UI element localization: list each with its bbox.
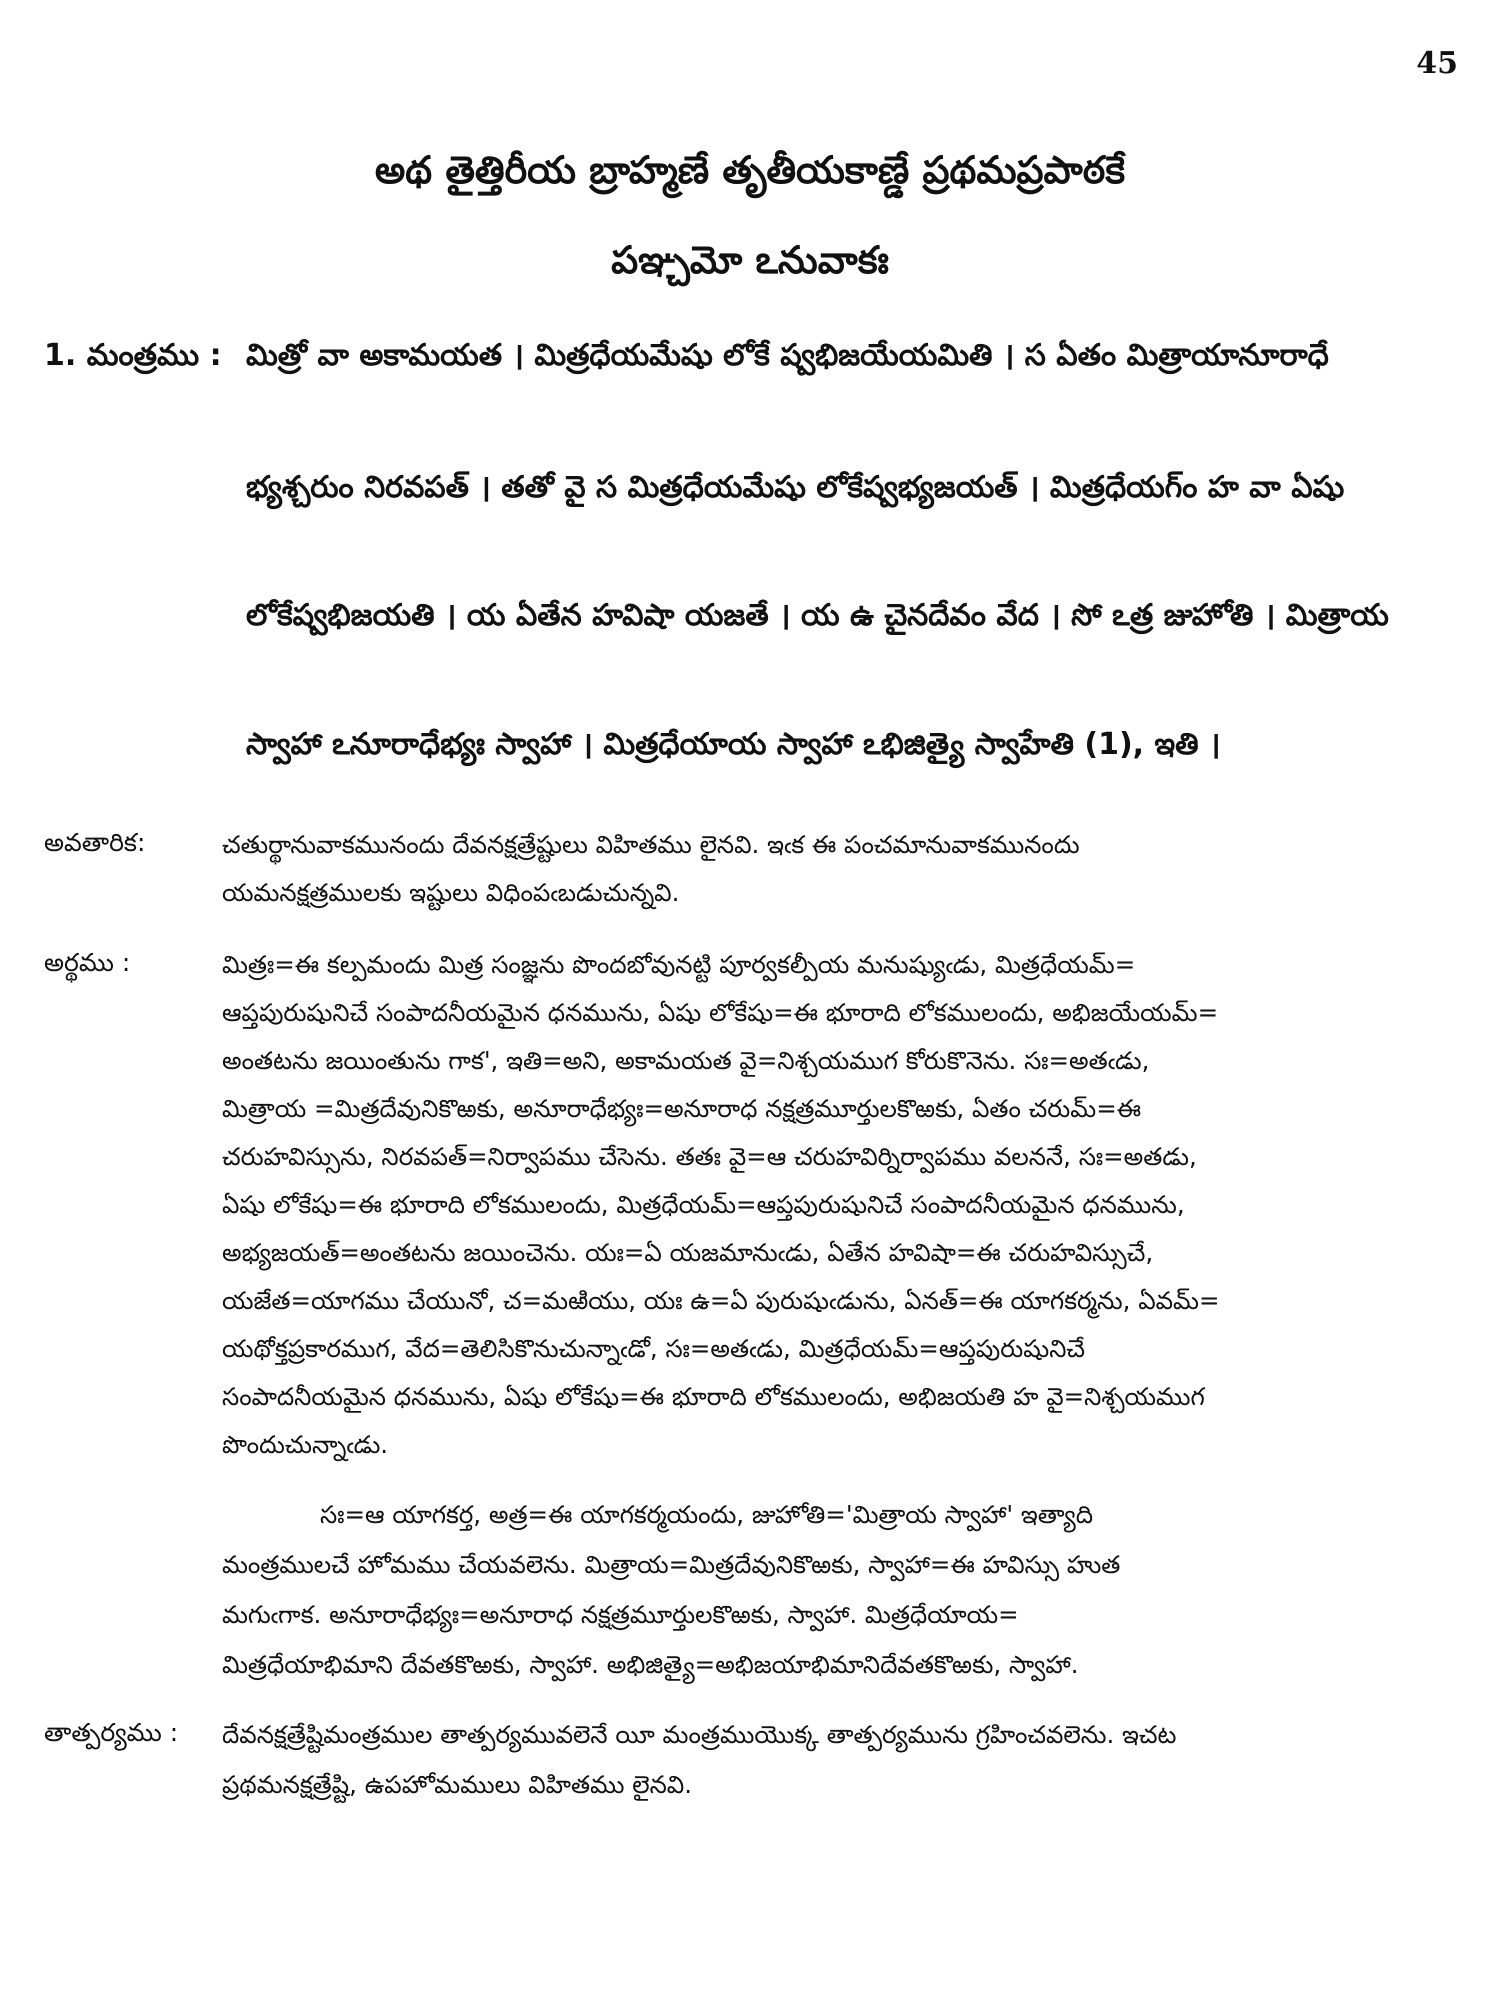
arthamu-line: అంతటను జయింతును గాక', ఇతి=అని, అకామయత వై=నిశ్చయముగ కోరుకొనెను. సః=అతఁడు, bbox=[222, 1046, 1150, 1075]
arthamu-para2-line: మగుఁగాక. అనూరాధేభ్యః=అనూరాధ నక్షత్రమూర్తులకొఱకు, స్వాహా. మిత్రధేయాయ= bbox=[222, 1600, 1019, 1629]
page-number: 45 bbox=[1416, 46, 1458, 81]
tatparyamu-label: తాత్పర్యము : bbox=[44, 1718, 179, 1747]
mantra-line: భ్యశ్చరుం నిరవపత్ । తతో వై స మిత్రధేయమేషు లోకేష్వభ్యజయత్ । మిత్రధేయగ్ం హ వా ఏషు bbox=[246, 470, 1345, 505]
avatarika-line: యమనక్షత్రములకు ఇష్టులు విధింపఁబడుచున్నవి. bbox=[222, 878, 680, 907]
arthamu-line: మిత్రాయ =మిత్రదేవునికొఱకు, అనూరాధేభ్యః=అనూరాధ నక్షత్రమూర్తులకొఱకు, ఏతం చరుమ్=ఈ bbox=[222, 1094, 1142, 1123]
mantra-line: మిత్రో వా అకామయత । మిత్రధేయమేషు లోకే ష్వభిజయేయమితి । స ఏతం మిత్రాయానూరాధే bbox=[246, 338, 1329, 373]
page-title: అథ తైత్తిరీయ బ్రాహ్మణే తృతీయకాణ్డే ప్రథమప్రపాఠకే bbox=[374, 148, 1126, 192]
arthamu-label: అర్థము : bbox=[44, 948, 131, 977]
arthamu-para2-line: సః=ఆ యాగకర్త, అత్ర=ఈ యాగకర్మయందు, జుహోతి='మిత్రాయ స్వాహా' ఇత్యాది bbox=[320, 1500, 1094, 1529]
arthamu-line: సంపాదనీయమైన ధనమును, ఏషు లోకేషు=ఈ భూరాది లోకములందు, అభిజయతి హ వై=నిశ్చయముగ bbox=[222, 1382, 1205, 1411]
page-subtitle: పఞ్చమో ఽనువాకః bbox=[611, 238, 889, 282]
arthamu-line: యథోక్తప్రకారముగ, వేద=తెలిసికొనుచున్నాఁడో, సః=అతఁడు, మిత్రధేయమ్=ఆప్తపురుషునిచే bbox=[222, 1334, 1086, 1363]
avatarika-label: అవతారిక: bbox=[44, 828, 146, 857]
arthamu-line: ఆప్తపురుషునిచే సంపాదనీయమైన ధనమును, ఏషు లోకేషు=ఈ భూరాది లోకములందు, అభిజయేయమ్= bbox=[222, 998, 1219, 1027]
mantra-line: లోకేష్వభిజయతి । య ఏతేన హవిషా యజతే । య ఉ చైనదేవం వేద । సో ఽత్ర జుహోతి । మిత్రాయ bbox=[246, 598, 1389, 633]
arthamu-line: చరుహవిస్సును, నిరవపత్=నిర్వాపము చేసెను. తతః వై=ఆ చరుహవిర్నిర్వాపము వలననే, సః=అతడు, bbox=[222, 1142, 1197, 1171]
arthamu-para2-line: మంత్రములచే హోమము చేయవలెను. మిత్రాయ=మిత్రదేవునికొఱకు, స్వాహా=ఈ హవిస్సు హుత bbox=[222, 1550, 1121, 1579]
arthamu-line: పొందుచున్నాఁడు. bbox=[222, 1430, 389, 1459]
arthamu-para2-line: మిత్రధేయాభిమాని దేవతకొఱకు, స్వాహా. అభిజిత్యై=అభిజయాభిమానిదేవతకొఱకు, స్వాహా. bbox=[222, 1650, 1079, 1679]
mantra-label: 1. మంత్రము : bbox=[44, 338, 222, 373]
arthamu-line: ఏషు లోకేషు=ఈ భూరాది లోకములందు, మిత్రధేయమ్=ఆప్తపురుషునిచే సంపాదనీయమైన ధనమును, bbox=[222, 1190, 1185, 1219]
arthamu-line: యజేత=యాగము చేయునో, చ=మఱియు, యః ఉ=ఏ పురుషుఁడును, ఏనత్=ఈ యాగకర్మను, ఏవమ్= bbox=[222, 1286, 1220, 1315]
arthamu-line: అభ్యజయత్=అంతటను జయించెను. యః=ఏ యజమానుఁడు, ఏతేన హవిషా=ఈ చరుహవిస్సుచే, bbox=[222, 1238, 1154, 1267]
mantra-line: స్వాహా ఽనూరాధేభ్యః స్వాహా । మిత్రధేయాయ స్వాహా ఽభిజిత్యై స్వాహేతి (1), ఇతి । bbox=[246, 727, 1221, 762]
avatarika-line: చతుర్థానువాకమునందు దేవనక్షత్రేష్టులు విహితము లైనవి. ఇఁక ఈ పంచమానువాకమునందు bbox=[222, 830, 1080, 859]
arthamu-line: మిత్రః=ఈ కల్పమందు మిత్ర సంజ్ఞను పొందబోవునట్టి పూర్వకల్పీయ మనుష్యుఁడు, మిత్రధేయమ్= bbox=[222, 950, 1136, 979]
tatparyamu-line: దేవనక్షత్రేష్టిమంత్రముల తాత్పర్యమువలెనే యీ మంత్రముయొక్క తాత్పర్యమును గ్రహించవలెను. ఇచట bbox=[222, 1720, 1177, 1749]
tatparyamu-line: ప్రథమనక్షత్రేష్టి, ఉపహోమములు విహితము లైనవి. bbox=[222, 1770, 692, 1799]
